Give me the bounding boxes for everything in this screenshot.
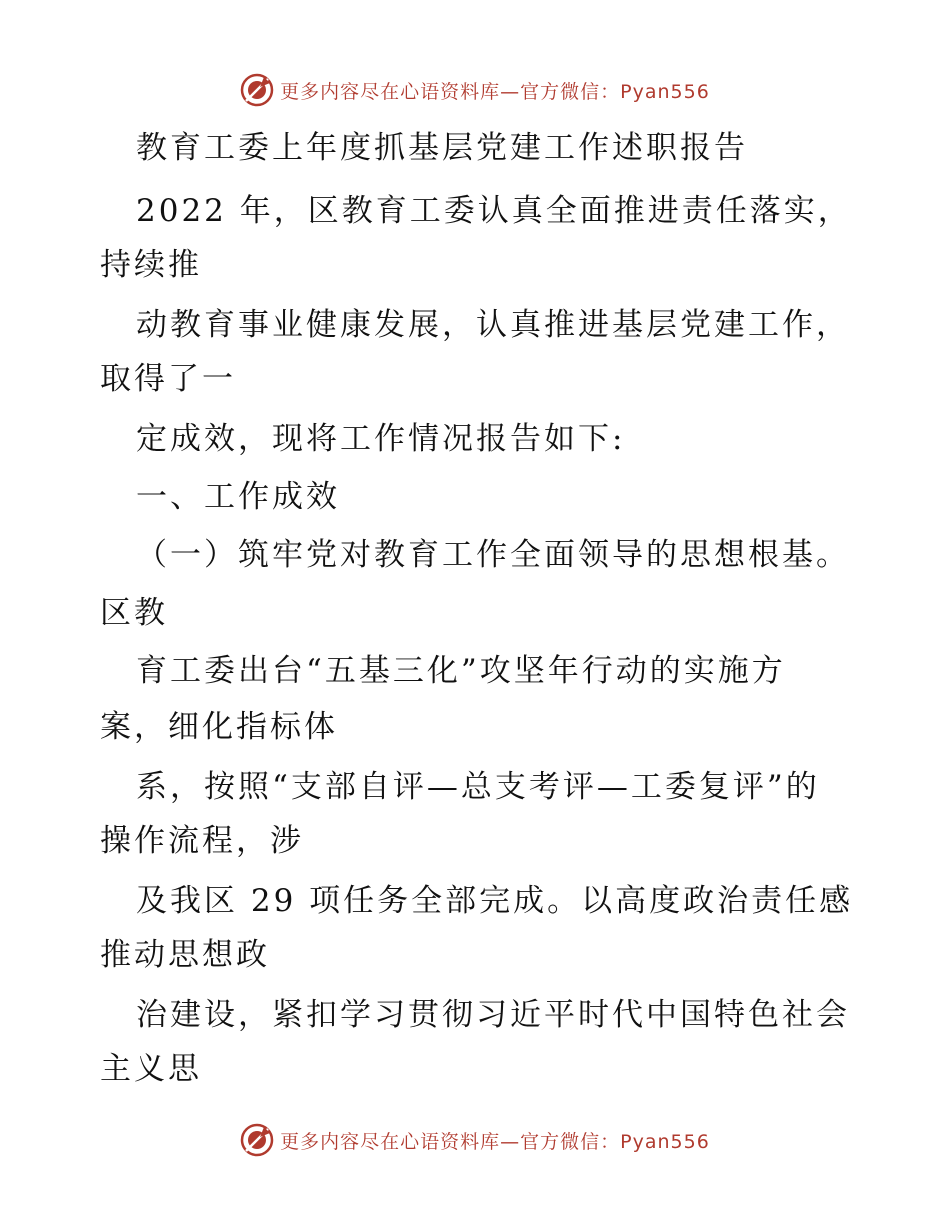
paragraph-line: 治建设，紧扣学习贯彻习近平时代中国特色社会: [136, 997, 850, 1033]
paragraph-line: 操作流程，涉: [100, 823, 304, 859]
paragraph-line: 主义思: [100, 1051, 202, 1087]
paragraph-line: 2022 年，区教育工委认真全面推进责任落实，: [136, 193, 852, 229]
paragraph-line: 育工委出台“五基三化”攻坚年行动的实施方: [136, 653, 786, 689]
paragraph-line: 系，按照“支部自评—总支考评—工委复评”的: [136, 769, 820, 805]
watermark-text: 更多内容尽在心语资料库—官方微信：Pyan556: [280, 80, 710, 103]
paragraph-line: 持续推: [100, 247, 202, 283]
footer-watermark-banner: [0, 1120, 950, 1160]
quill-pen-logo-icon: [240, 73, 274, 107]
watermark-text: 更多内容尽在心语资料库—官方微信：Pyan556: [280, 1130, 710, 1153]
paragraph-line: 案，细化指标体: [100, 709, 338, 745]
subsection-heading: （一）筑牢党对教育工作全面领导的思想根基。: [136, 537, 850, 573]
paragraph-line: 推动思想政: [100, 937, 270, 973]
paragraph-line: 取得了一: [100, 361, 236, 397]
paragraph-line: 及我区 29 项任务全部完成。以高度政治责任感: [136, 883, 854, 919]
paragraph-line: 定成效，现将工作情况报告如下:: [136, 421, 626, 457]
paragraph-line: 动教育事业健康发展，认真推进基层党建工作，: [136, 307, 850, 343]
header-watermark-banner: [0, 70, 950, 110]
section-heading: 一、工作成效: [136, 479, 340, 515]
paragraph-line: 区教: [100, 595, 168, 631]
document-title: 教育工委上年度抓基层党建工作述职报告: [136, 130, 748, 166]
quill-pen-logo-icon: [240, 1123, 274, 1157]
